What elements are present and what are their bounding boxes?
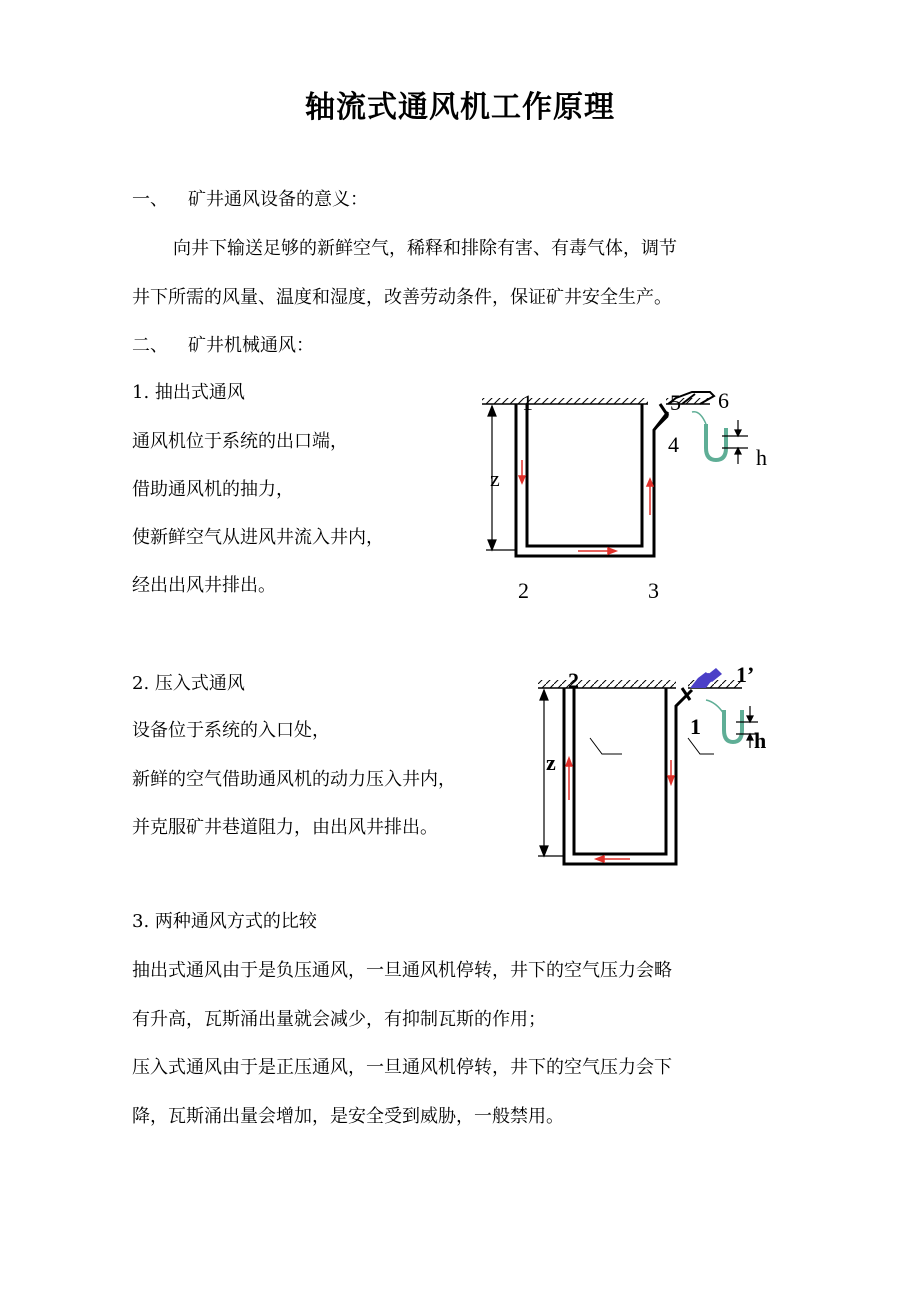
section1-paragraph-line2: 井下所需的风量、温度和湿度，改善劳动条件，保证矿井安全生产。: [132, 287, 672, 308]
section2-heading: [132, 334, 314, 358]
section2-heading-text: 矿井机械通风：: [188, 335, 314, 356]
point-4-label: 4: [668, 432, 679, 457]
section1-paragraph-line1: 向井下输送足够的新鲜空气，稀释和排除有害、有毒气体，调节: [173, 238, 677, 259]
section2-number: 二、: [132, 335, 168, 356]
airflow-arrows: [519, 460, 653, 554]
comparison-line-2: 有升高，瓦斯涌出量就会减少，有抑制瓦斯的作用；: [132, 1009, 546, 1030]
point-3-label: 3: [648, 578, 659, 603]
forced-diagram: [530, 660, 790, 870]
extraction-line-3: 使新鲜空气从进风井流入井内，: [132, 527, 384, 548]
depth-label: z: [490, 466, 500, 491]
manometer: [706, 700, 758, 748]
extraction-diagram: [470, 380, 790, 610]
manometer: [692, 412, 748, 464]
forced-line-2: 新鲜的空气借助通风机的动力压入井内，: [132, 769, 456, 790]
airflow-arrows: [566, 758, 674, 862]
section1-heading-text: 矿井通风设备的意义：: [188, 189, 368, 210]
point-1-prime-label: 1’: [736, 662, 755, 687]
point-2-label: 2: [568, 668, 579, 693]
extraction-heading: 1. 抽出式通风: [132, 382, 245, 403]
pressure-head-label: h: [754, 728, 767, 753]
point-6-label: 6: [718, 388, 729, 413]
page-title: 轴流式通风机工作原理: [305, 90, 615, 125]
point-1-label: 1: [690, 714, 701, 739]
measurement-leaders: [590, 738, 714, 754]
comparison-heading: 3. 两种通风方式的比较: [132, 911, 317, 932]
comparison-line-4: 降，瓦斯涌出量会增加，是安全受到威胁，一般禁用。: [132, 1106, 564, 1127]
mine-shafts: [516, 404, 668, 556]
depth-label: z: [546, 750, 556, 775]
point-1-label: 1: [522, 390, 533, 415]
section1-heading: [132, 188, 368, 212]
extraction-line-1: 通风机位于系统的出口端，: [132, 431, 348, 452]
pressure-head-label: h: [756, 445, 767, 470]
extraction-line-4: 经出出风井排出。: [132, 575, 276, 596]
point-2-label: 2: [518, 578, 529, 603]
section1-number: 一、: [132, 189, 168, 210]
forced-heading: 2. 压入式通风: [132, 673, 245, 694]
comparison-line-1: 抽出式通风由于是负压通风，一旦通风机停转，井下的空气压力会略: [132, 960, 672, 981]
forced-line-1: 设备位于系统的入口处，: [132, 720, 330, 741]
comparison-line-3: 压入式通风由于是正压通风，一旦通风机停转，井下的空气压力会下: [132, 1057, 672, 1078]
point-5-label: 5: [670, 390, 681, 415]
extraction-line-2: 借助通风机的抽力，: [132, 479, 294, 500]
forced-line-3: 并克服矿井巷道阻力，由出风井排出。: [132, 817, 438, 838]
